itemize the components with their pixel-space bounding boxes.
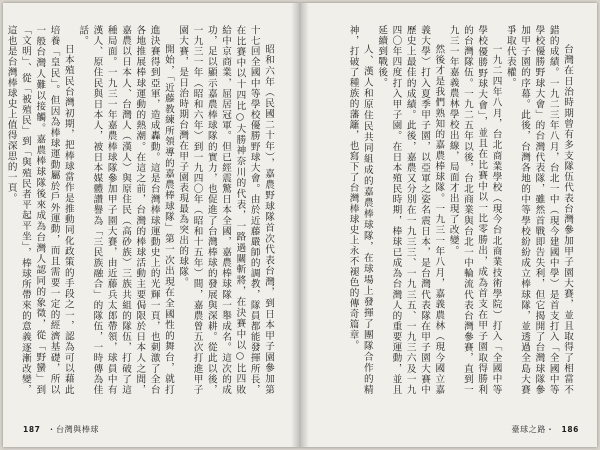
left-folio — [19, 424, 99, 435]
left-page-body — [5, 25, 275, 395]
right-page-body — [324, 25, 574, 395]
paragraph: 昭和六年（民國二十年），嘉農野球隊首次代表台灣，到日本甲子園參加第十七回全國中等學校優勝野球大會。由於近藤嚴師的調教，隊員都能發揮所長，在比賽中以十四比○大勝神奈川的代表，一路過關斬將，在決賽中以○比四敗給中京商業，屈居冠軍。但已經震驚日本全國，嘉農棒球隊一舉成名。這次的成功，足以顯示嘉農棒球隊的實力，也促進了台灣棒球的發展與深耕。從此以後，一九三一年（昭和六年）到一九四〇年（昭和十五年）間，嘉農曾五次打進甲子園大賽，是日治時期台灣在甲子園表現最為突出的球隊。 — [177, 25, 274, 395]
page-number: 186 — [561, 425, 579, 434]
page-number: 187 — [23, 425, 41, 434]
paragraph: 日本殖民台灣初期，把棒球當作是推動同化政策的手段之一，認為可以藉此培養「皇民」。但因為棒球運動屬於戶外運動，而且需要一定的經濟基礎，所以一般台灣人難以接觸。嘉農棒球隊後來成為台灣人認同的象徵，從「野蠻」到「文明」、從「被殖民」到「與殖民者平起平坐」，棒球所帶來的意義逐漸改變，這也是台灣棒球史上值得深思的一頁。 — [5, 25, 74, 395]
paragraph: 然後才是我們熟知的嘉農棒球隊。一九三一年八月，嘉義農林（現今國立嘉義大學）打入夏季甲子園，以亞軍之姿名震日本，是台灣代表隊在甲子園大賽中歷史上最佳的成績。此後，嘉農又分別在一九三三、一九三五、一九三六及一九四〇年四度打入甲子園。在日本殖民時期，棒球已成為台灣人的重要運動，並且延續到戰後。 — [376, 25, 445, 395]
paragraph: 人、漢人和原住民共同組成的嘉農棒球隊，在球場上發揮了團隊合作的精神，打破了種族的藩籬，也寫下了台灣棒球史上永不褪色的傳奇篇章。 — [347, 25, 373, 395]
paragraph: 台灣在日治時期曾有多支隊伍代表台灣參加甲子園大賽，並且取得了相當不錯的成績。一九二三年八月，台北一中（現今建國中學）是首支打入「全國中等學校優勝野球大會」的台灣代表隊，雖然首戰即告失利，但它揭開了台灣球隊參加甲子園的序幕。此後，台灣各地的中等學校紛紛成立棒球隊，並透過全島大賽爭取代表權。 — [504, 25, 573, 395]
paragraph: 開始，「近藤教練所領導的嘉農棒球隊」第一次出現在全國性的舞台，就打進決賽得到亞軍，造成轟動。這是台灣棒球運動史上的光輝一頁，也刺激了全台各地推展棒球運動的熱潮。在這之前，台灣的棒球活動主要侷限於日本人之間，嘉農以日本人、台灣人（漢人）與原住民（高砂族）三族共組的隊伍，打破了這種局面。一九三一年嘉農棒球隊參加甲子園大賽，由近藤兵太郎帶領，球員中有漢人、原住民與日本人，被日本媒體讚譽為「三民族融合」的隊伍，一時傳為佳話。 — [77, 25, 174, 395]
left-page — [3, 3, 300, 447]
right-page — [300, 3, 597, 447]
paragraph: 一九二四年八月，台北商業學校（現今台北商業技術學院）打入「全國中等學校優勝野球大會」，並且在比賽中以一比零勝出，成為首支在甲子園取得勝利的台灣隊伍。一九二五年以後，台北商業與台北一中輪流代表台灣參賽，直到一九三一年嘉義農林學校出線，局面才出現了改變。 — [447, 25, 502, 395]
right-folio — [512, 424, 583, 435]
running-title: ・台灣與棒球 — [47, 425, 100, 434]
running-title: 臺球之路・ — [511, 425, 555, 434]
book-spread — [3, 3, 597, 447]
